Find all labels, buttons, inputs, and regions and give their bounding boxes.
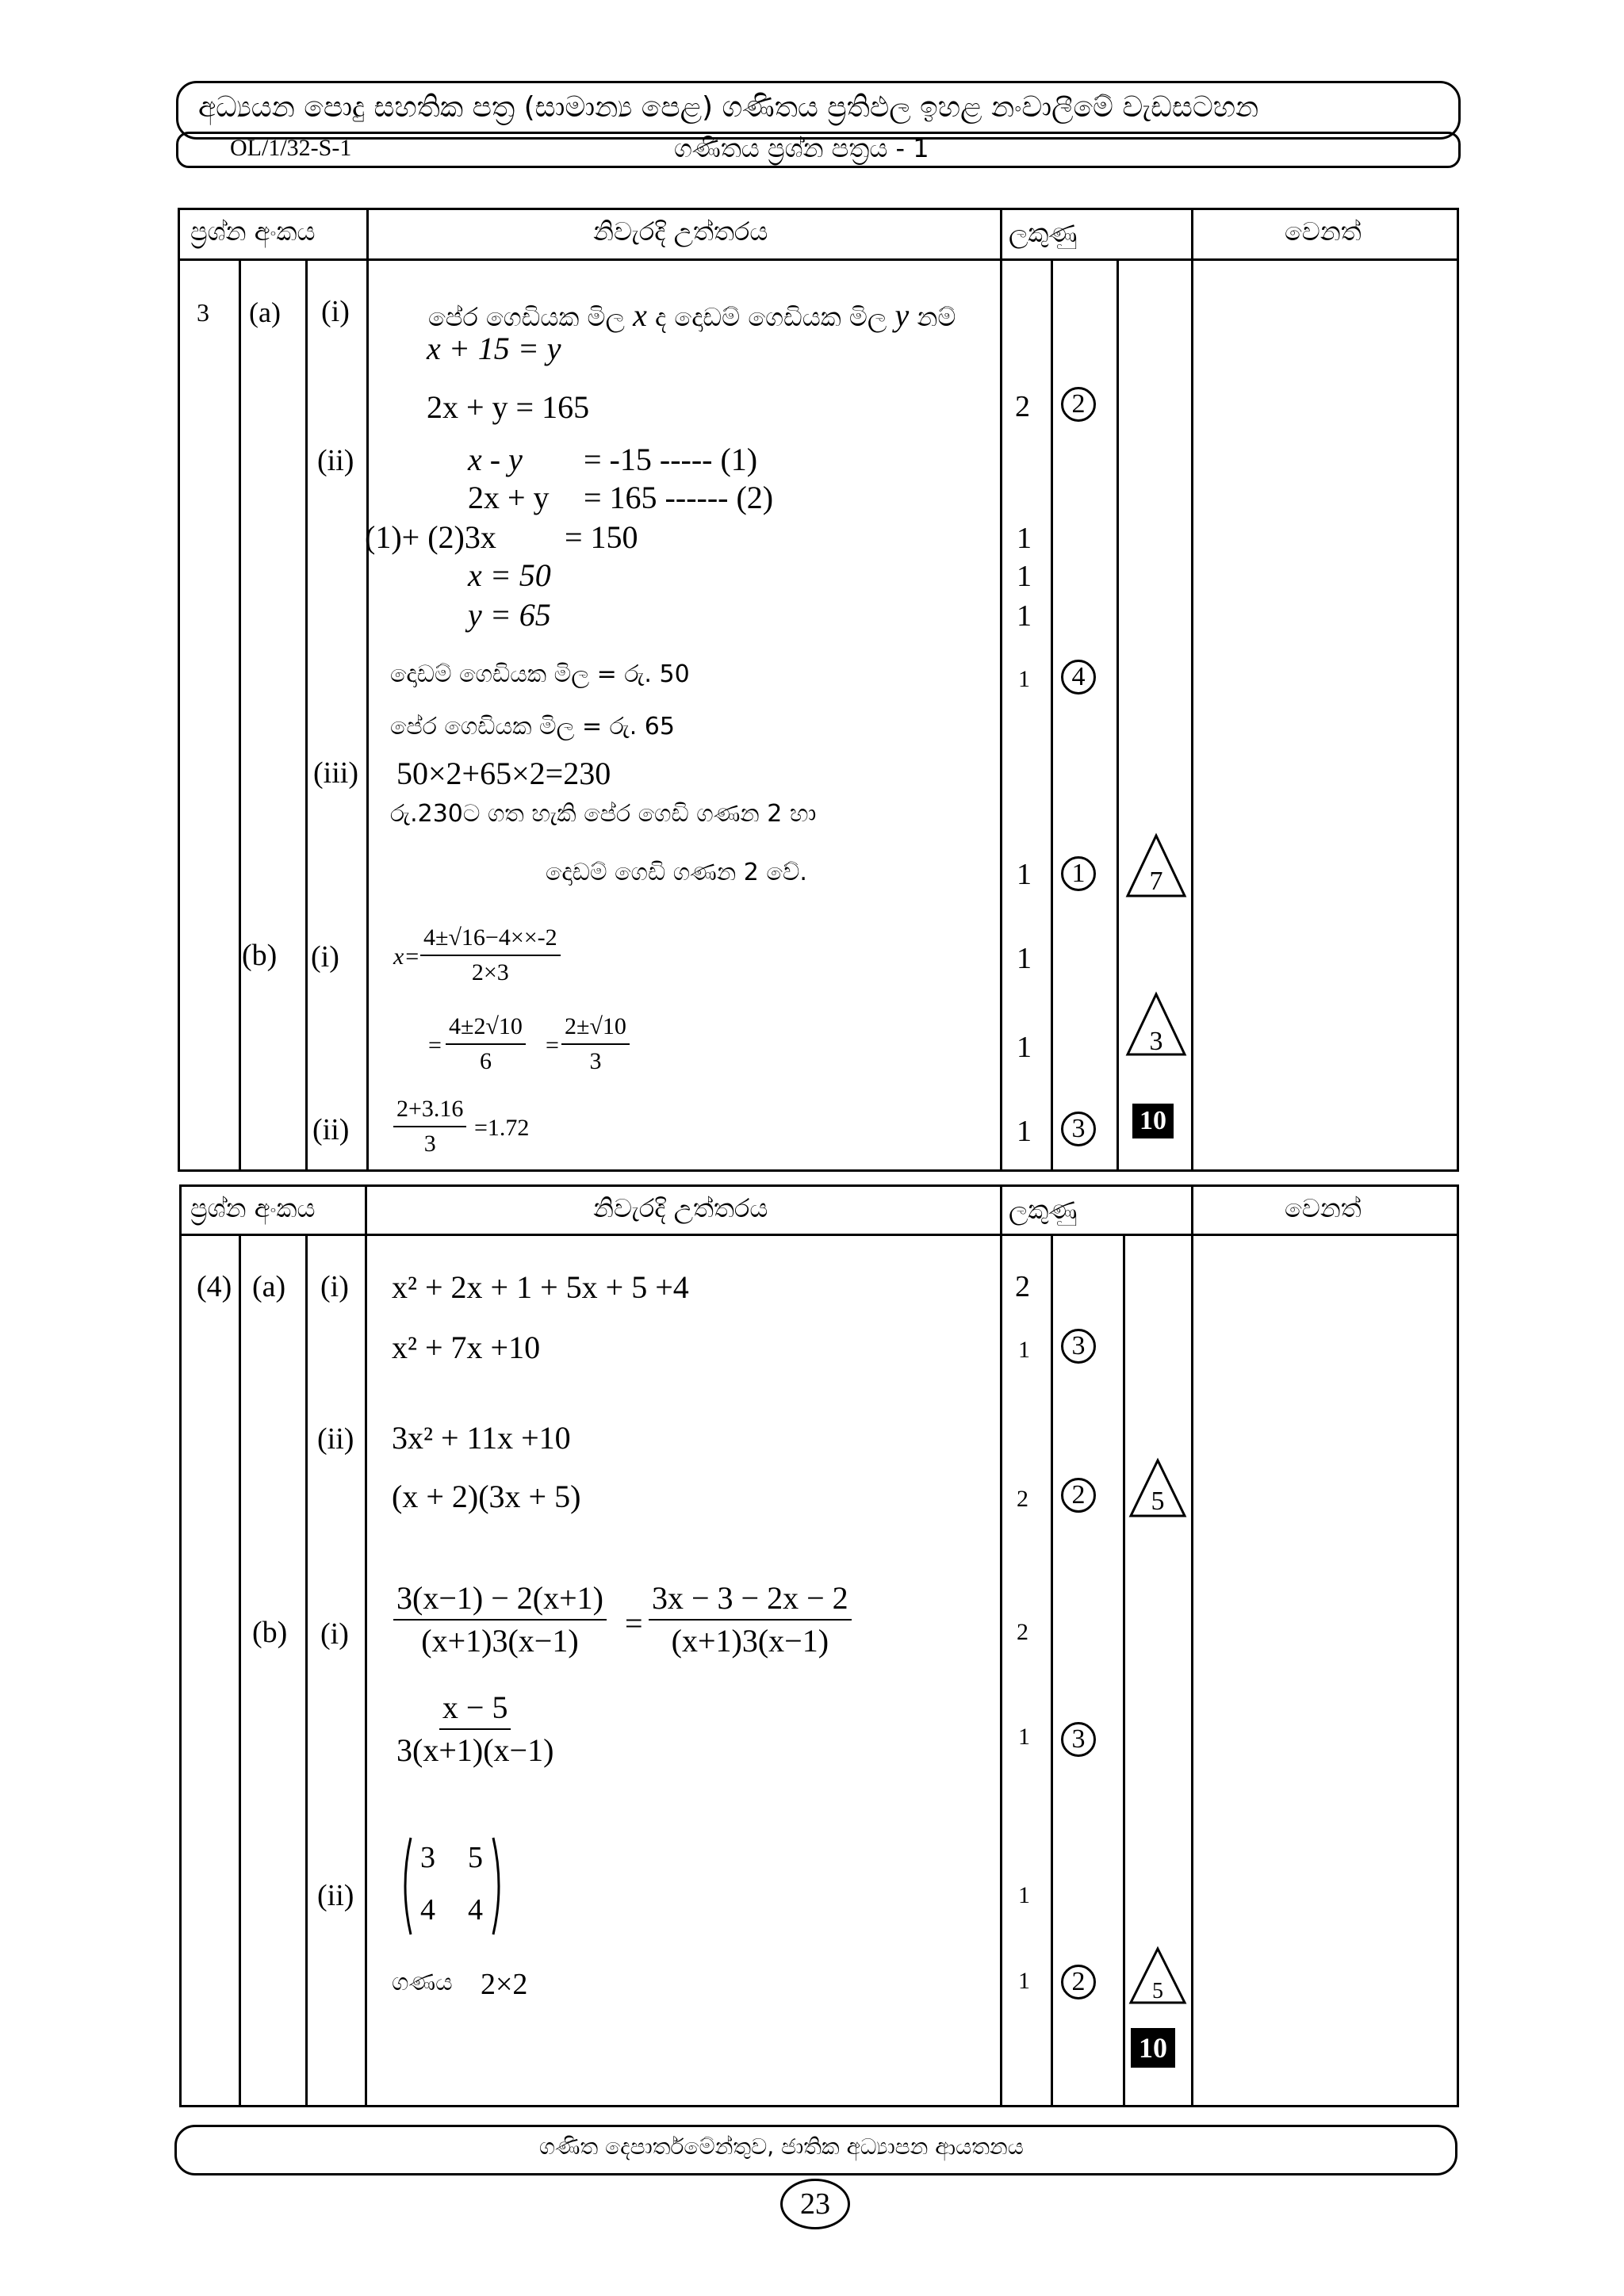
col-divider [366, 208, 369, 1172]
circled-mark: 3 [1061, 1722, 1096, 1757]
question-number: 3 [197, 298, 209, 327]
fraction-numerator: 2±√10 [561, 1015, 630, 1045]
fraction [446, 1015, 526, 1073]
part-label: (a) [252, 1270, 286, 1303]
col-divider [1051, 1234, 1053, 2107]
question-total: 10 [1131, 2028, 1175, 2068]
col-header-marks: ලකුණු [1009, 218, 1078, 248]
matrix-bracket-right [490, 1835, 506, 1938]
triangle-value: 7 [1149, 867, 1163, 896]
fraction-numerator: 3x − 3 − 2x − 2 [649, 1582, 852, 1621]
matrix-cell: 4 [468, 1893, 483, 1927]
col-divider [239, 258, 241, 1172]
col-header-other: වෙනත් [1285, 1193, 1362, 1223]
fraction [393, 1097, 466, 1156]
answer-text-part: ද දොඩම් ගෙඩියක මිල [655, 302, 887, 332]
circled-mark: 2 [1061, 387, 1096, 422]
col-divider [305, 258, 308, 1172]
fraction-denominator: (x+1)3(x−1) [671, 1623, 829, 1659]
circled-mark: 1 [1061, 856, 1096, 891]
equation: 2x + y = 165 [427, 389, 590, 425]
equation: 3x² + 11x +10 [392, 1420, 571, 1456]
triangle-subtotal [1128, 1457, 1188, 1519]
mark-value: 1 [1017, 858, 1032, 891]
circled-mark: 2 [1061, 1965, 1096, 1999]
fraction-numerator: x − 5 [439, 1692, 511, 1730]
variable-x: x [633, 297, 647, 333]
equation: = [546, 1032, 559, 1058]
mark-value: 1 [1018, 666, 1030, 692]
col-divider [1191, 1184, 1193, 2107]
equation: = -15 ----- (1) [584, 442, 758, 477]
answer-table-q3 [178, 208, 1459, 1172]
col-divider [365, 1184, 367, 2107]
col-divider [1123, 1234, 1125, 2107]
answer-text: පේර ගෙඩියක මිල = රු. 65 [390, 713, 675, 740]
fraction-numerator: 4±2√10 [446, 1015, 526, 1045]
equation: 2x + y [468, 480, 550, 515]
question-total: 10 [1132, 1104, 1174, 1138]
col-header-question: ප්‍රශ්න අංකය [190, 1193, 316, 1223]
col-header-question: ප්‍රශ්න අංකය [190, 216, 316, 247]
equation: = [428, 1032, 442, 1058]
order-label: ගණය [392, 1969, 453, 1996]
mark-value: 1 [1017, 1031, 1032, 1064]
header-title: අධ්‍යයන පොදු සහතික පත්‍ර (සාමාන්‍ය පෙළ) ගණිතය ප්‍රතිඵල ඉහළ නංවාලීමේ වැඩසටහන [198, 91, 1259, 124]
triangle-value: 3 [1149, 1027, 1163, 1056]
equation: x² + 2x + 1 + 5x + 5 +4 [392, 1269, 689, 1305]
equation: x² + 7x +10 [392, 1330, 541, 1365]
triangle-subtotal [1124, 832, 1188, 899]
equation: =1.72 [474, 1115, 530, 1141]
mark-value: 1 [1018, 1724, 1030, 1750]
header-subtitle: ගණිතය ප්‍රශ්න පත්‍රය - 1 [674, 133, 929, 163]
mark-value: 2 [1017, 1486, 1028, 1512]
subpart-label: (i) [320, 1270, 349, 1303]
fraction [393, 1689, 557, 1768]
triangle-subtotal [1124, 991, 1188, 1058]
col-divider [1051, 258, 1053, 1172]
subpart-label: (i) [320, 1617, 349, 1651]
equation: x = 50 [468, 557, 551, 593]
part-label: (a) [249, 297, 281, 328]
col-divider [1000, 208, 1002, 1172]
order-value: 2×2 [481, 1968, 528, 2001]
circled-mark: 3 [1061, 1112, 1096, 1146]
fraction [561, 1015, 630, 1073]
triangle-value: 5 [1151, 1487, 1165, 1516]
page-number-text: 23 [800, 2187, 830, 2221]
answer-text: රු.230ට ගත හැකි පේර ගෙඩි ගණන 2 හා [390, 800, 817, 828]
fraction-numerator: 4±√16−4××-2 [420, 926, 561, 956]
mark-value: 1 [1017, 599, 1032, 633]
equation: y = 65 [468, 597, 551, 633]
answer-text: දොඩම් ගෙඩි ගණන 2 වේ. [546, 859, 807, 886]
circled-mark: 3 [1061, 1329, 1096, 1364]
subpart-label: (i) [311, 940, 339, 974]
matrix-bracket-left [398, 1835, 414, 1938]
equation: x - y [468, 442, 523, 477]
mark-value: 1 [1017, 942, 1032, 975]
fraction-denominator: 2×3 [471, 959, 509, 985]
fraction-numerator: 3(x−1) − 2(x+1) [393, 1582, 607, 1621]
equation: x + 15 = y [427, 331, 561, 366]
equation: = [625, 1605, 643, 1641]
subpart-label: (ii) [312, 1113, 350, 1146]
footer-department: ගණිත දෙපාර්තමේන්තුව, ජාතික අධ්‍යාපන ආයතනය [539, 2133, 1024, 2160]
variable-y: y [894, 297, 910, 333]
answer-text [428, 297, 956, 333]
paper-code: OL/1/32-S-1 [230, 135, 352, 161]
equation: (x + 2)(3x + 5) [392, 1479, 581, 1514]
mark-value: 2 [1015, 390, 1030, 423]
matrix-cell: 4 [420, 1893, 435, 1927]
subpart-label: (ii) [317, 1879, 354, 1912]
circled-mark: 4 [1061, 660, 1096, 695]
matrix-cell: 5 [468, 1841, 483, 1874]
col-header-other: වෙනත් [1285, 216, 1362, 247]
part-label: (b) [242, 939, 278, 972]
fraction-denominator: 3 [423, 1131, 436, 1157]
col-divider [305, 1234, 308, 2107]
circled-mark: 2 [1061, 1478, 1096, 1513]
subpart-label: (ii) [317, 1422, 354, 1456]
equation: x= [393, 943, 420, 970]
mark-value: 1 [1017, 522, 1032, 555]
fraction-denominator: 6 [479, 1048, 492, 1074]
fraction [393, 1582, 607, 1657]
table-header-divider [178, 258, 1459, 261]
answer-text-part: නම් [917, 302, 956, 332]
question-number: (4) [197, 1270, 232, 1303]
equation: = 150 [565, 519, 638, 555]
fraction [420, 926, 561, 985]
answer-text-part: පේර ගෙඩියක මිල [428, 302, 625, 332]
col-header-marks: ලකුණු [1009, 1195, 1078, 1225]
equation: (1)+ (2)3x [365, 519, 496, 555]
fraction-denominator: 3 [589, 1048, 602, 1074]
mark-value: 1 [1018, 1882, 1030, 1908]
col-divider [1191, 208, 1193, 1172]
mark-value: 1 [1018, 1337, 1030, 1363]
col-divider [1000, 1184, 1002, 2107]
col-divider [239, 1234, 241, 2107]
subpart-label: (i) [321, 295, 350, 328]
matrix-cell: 3 [420, 1841, 435, 1874]
mark-value: 2 [1017, 1619, 1028, 1645]
fraction-denominator: (x+1)3(x−1) [421, 1623, 579, 1659]
fraction-numerator: 2+3.16 [393, 1097, 466, 1127]
col-header-answer: නිවැරදි උත්තරය [593, 1193, 768, 1223]
mark-value: 1 [1017, 1115, 1032, 1148]
triangle-subtotal [1128, 1946, 1188, 2006]
answer-text: දොඩම් ගෙඩියක මිල = රු. 50 [390, 660, 690, 688]
col-header-answer: නිවැරදි උත්තරය [593, 216, 768, 247]
mark-value: 2 [1015, 1270, 1030, 1303]
fraction-denominator: 3(x+1)(x−1) [396, 1732, 554, 1768]
page-number [780, 2179, 850, 2229]
subpart-label: (iii) [313, 756, 358, 790]
table-header-divider [179, 1234, 1459, 1236]
mark-value: 1 [1017, 560, 1032, 593]
triangle-value: 5 [1152, 1979, 1163, 2003]
fraction [649, 1582, 852, 1657]
equation: 50×2+65×2=230 [396, 756, 611, 791]
equation: = 165 ------ (2) [584, 480, 774, 515]
mark-value: 1 [1018, 1968, 1030, 1994]
part-label: (b) [252, 1616, 288, 1649]
col-divider [1116, 258, 1119, 1172]
subpart-label: (ii) [317, 444, 354, 477]
